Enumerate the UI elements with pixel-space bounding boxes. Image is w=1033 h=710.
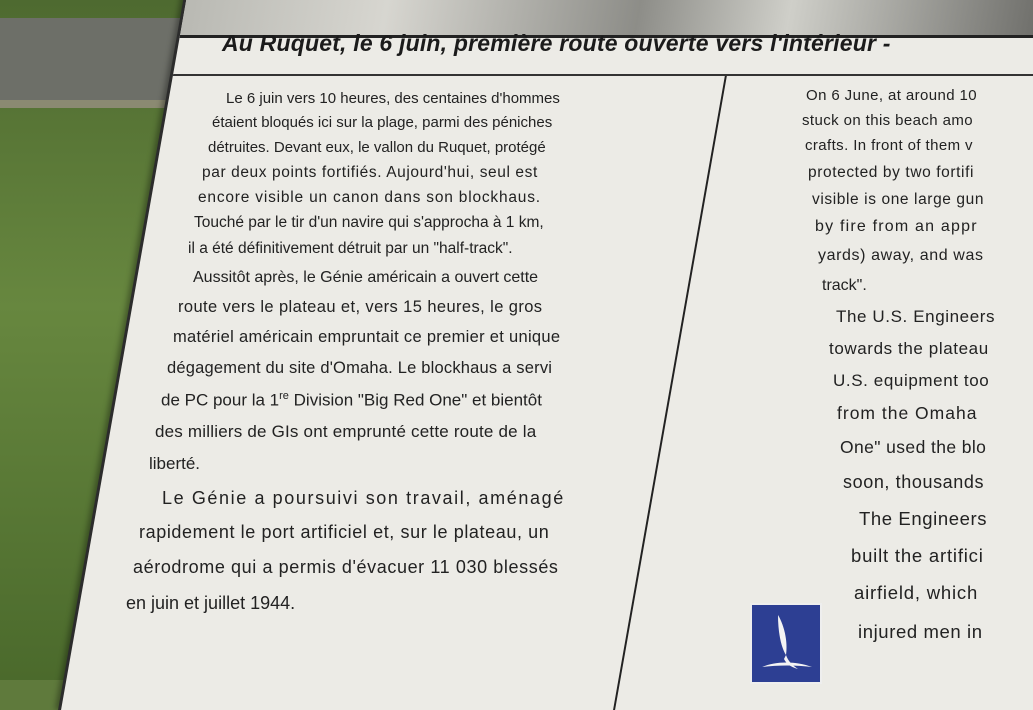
english-line: crafts. In front of them v bbox=[805, 137, 973, 154]
french-line: Aussitôt après, le Génie américain a ouvert cette bbox=[193, 269, 539, 286]
english-line: built the artifici bbox=[851, 545, 984, 566]
french-line: en juin et juillet 1944. bbox=[126, 593, 296, 613]
french-line: Touché par le tir d'un navire qui s'approcha à 1 km, bbox=[194, 214, 544, 231]
english-line: soon, thousands bbox=[843, 472, 985, 492]
seagull-emblem bbox=[750, 603, 822, 684]
french-line: détruites. Devant eux, le vallon du Ruquet, protégé bbox=[208, 139, 546, 156]
seagull-icon bbox=[752, 605, 820, 682]
french-line-head: de PC pour la 1 bbox=[161, 390, 280, 410]
french-line: Le Génie a poursuivi son travail, aménagé bbox=[162, 488, 565, 508]
english-line: from the Omaha bbox=[837, 403, 978, 423]
english-line: by fire from an appr bbox=[815, 218, 978, 235]
french-line: étaient bloqués ici sur la plage, parmi des péniches bbox=[212, 114, 553, 131]
french-line: il a été définitivement détruit par un "half-track". bbox=[188, 240, 513, 257]
french-line: dégagement du site d'Omaha. Le blockhaus a servi bbox=[167, 359, 553, 377]
english-line: injured men in bbox=[858, 621, 983, 642]
english-line: track". bbox=[822, 277, 867, 294]
english-line: stuck on this beach amo bbox=[802, 112, 973, 129]
english-line: U.S. equipment too bbox=[833, 371, 990, 390]
english-line: towards the plateau bbox=[829, 339, 989, 358]
english-line: protected by two fortifi bbox=[808, 164, 975, 181]
french-line-tail: Division "Big Red One" et bientôt bbox=[288, 390, 542, 410]
french-line: rapidement le port artificiel et, sur le plateau, un bbox=[139, 522, 550, 542]
french-line: par deux points fortifiés. Aujourd'hui, seul est bbox=[202, 164, 538, 181]
french-line: liberté. bbox=[149, 454, 201, 473]
french-line: aérodrome qui a permis d'évacuer 11 030 blessés bbox=[133, 557, 559, 577]
english-line: One" used the blo bbox=[840, 437, 987, 457]
french-line: route vers le plateau et, vers 15 heures, le gros bbox=[178, 298, 543, 316]
english-line: airfield, which bbox=[854, 582, 979, 603]
english-line: visible is one large gun bbox=[812, 191, 985, 208]
plaque-title: Au Ruquet, le 6 juin, première route ouverte vers l'intérieur - bbox=[222, 30, 891, 56]
french-line: matériel américain empruntait ce premier et unique bbox=[173, 328, 561, 346]
french-line: encore visible un canon dans son blockhaus. bbox=[198, 189, 541, 206]
french-line: des milliers de GIs ont emprunté cette route de la bbox=[155, 422, 537, 441]
english-line: On 6 June, at around 10 bbox=[806, 87, 977, 104]
french-line bbox=[161, 390, 542, 411]
english-line: The Engineers bbox=[859, 508, 988, 529]
ordinal-suffix: re bbox=[279, 390, 289, 402]
french-line: Le 6 juin vers 10 heures, des centaines d'hommes bbox=[226, 90, 560, 107]
english-line: The U.S. Engineers bbox=[836, 307, 996, 326]
english-line: yards) away, and was bbox=[818, 247, 984, 264]
